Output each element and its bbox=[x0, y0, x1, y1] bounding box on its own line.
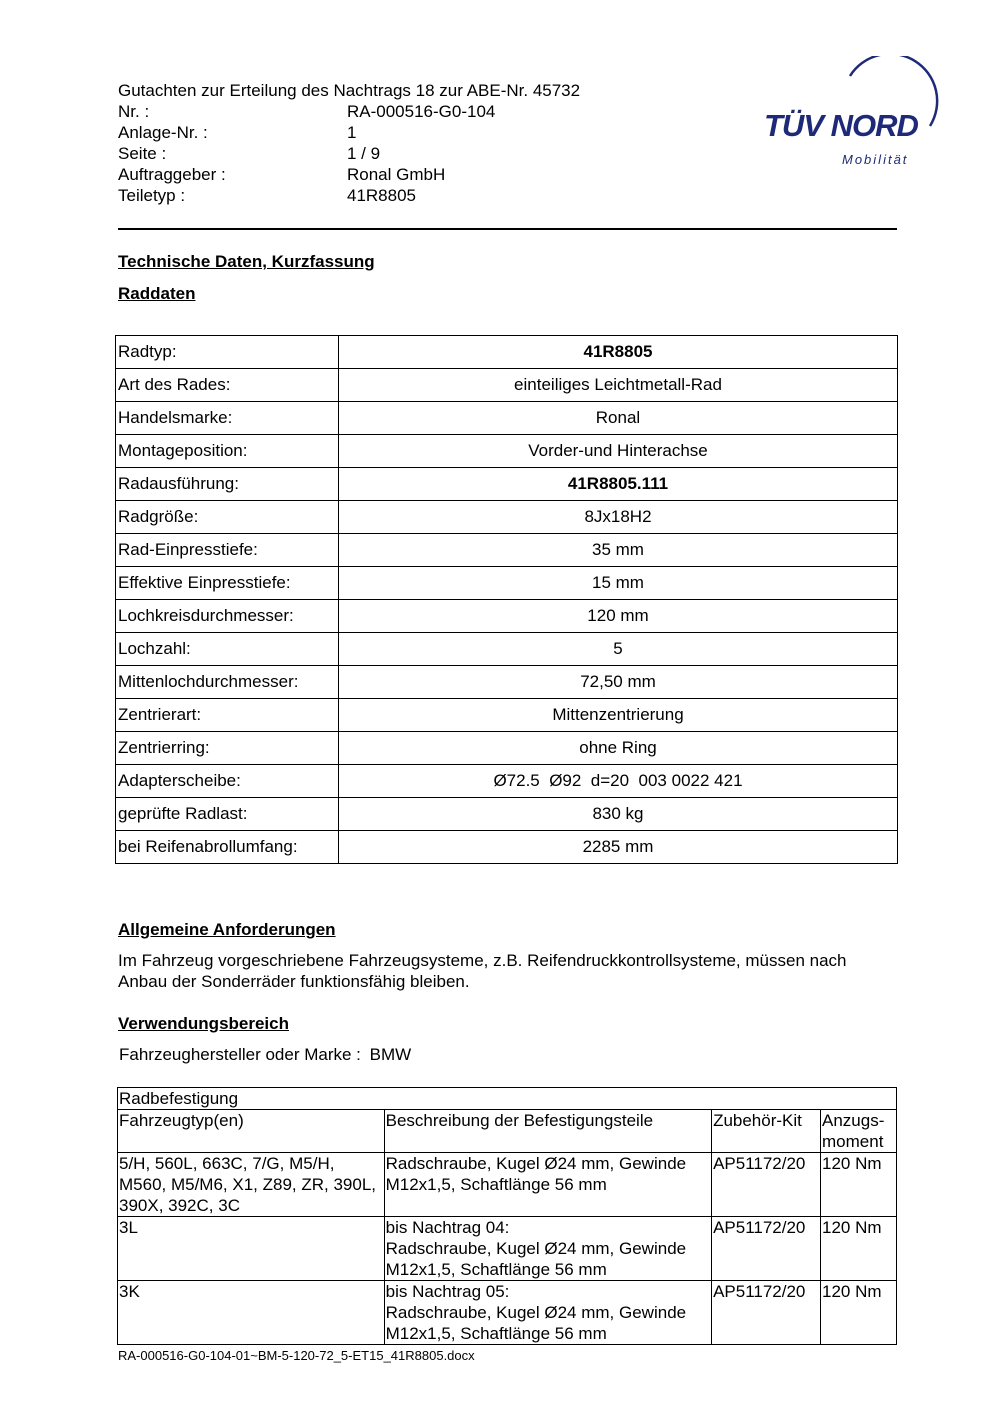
fastening-description: Radschraube, Kugel Ø24 mm, Gewinde M12x1,5, Schaftlänge 56 mm bbox=[384, 1153, 711, 1217]
description-prefix: bis Nachtrag 04: bbox=[385, 1218, 510, 1237]
header-label: Nr. : bbox=[118, 102, 150, 121]
table-row bbox=[118, 1153, 897, 1217]
radbefestigung-title: Radbefestigung bbox=[118, 1088, 897, 1110]
torque: 120 Nm bbox=[821, 1281, 897, 1345]
section-title: Technische Daten, Kurzfassung bbox=[118, 252, 375, 271]
raddaten-value: 72,50 mm bbox=[339, 666, 898, 699]
raddaten-table bbox=[115, 335, 898, 864]
raddaten-label: Radgröße: bbox=[116, 501, 339, 534]
logo-sub: Mobilität bbox=[842, 152, 909, 167]
verwendung-title: Verwendungsbereich bbox=[118, 1014, 289, 1033]
accessory-kit: AP51172/20 bbox=[712, 1217, 821, 1281]
header-value: 1 / 9 bbox=[347, 144, 381, 163]
table-row bbox=[116, 600, 898, 633]
raddaten-value: 41R8805 bbox=[339, 336, 898, 369]
table-row bbox=[118, 1217, 897, 1281]
table-row bbox=[116, 666, 898, 699]
vehicle-types: 3L bbox=[118, 1217, 385, 1281]
table-row bbox=[116, 501, 898, 534]
column-header: Anzugs-moment bbox=[821, 1110, 897, 1153]
tuev-nord-logo bbox=[762, 56, 942, 176]
table-row bbox=[116, 468, 898, 501]
raddaten-value: 35 mm bbox=[339, 534, 898, 567]
raddaten-label: Zentrierart: bbox=[116, 699, 339, 732]
raddaten-label: Radtyp: bbox=[116, 336, 339, 369]
table-row bbox=[118, 1281, 897, 1345]
fastening-description-cell bbox=[384, 1281, 711, 1345]
header-row bbox=[118, 122, 580, 143]
vehicle-types: 3K bbox=[118, 1281, 385, 1345]
torque: 120 Nm bbox=[821, 1217, 897, 1281]
header-value: 1 bbox=[347, 123, 357, 142]
header-value: RA-000516-G0-104 bbox=[347, 102, 496, 121]
raddaten-value: 2285 mm bbox=[339, 831, 898, 864]
description-prefix: bis Nachtrag 05: bbox=[385, 1282, 510, 1301]
table-row bbox=[116, 831, 898, 864]
raddaten-value: 8Jx18H2 bbox=[339, 501, 898, 534]
raddaten-value: Vorder-und Hinterachse bbox=[339, 435, 898, 468]
raddaten-value: Mittenzentrierung bbox=[339, 699, 898, 732]
header-row bbox=[118, 185, 580, 206]
raddaten-label: Rad-Einpresstiefe: bbox=[116, 534, 339, 567]
table-row bbox=[116, 699, 898, 732]
raddaten-value: ohne Ring bbox=[339, 732, 898, 765]
table-row bbox=[116, 633, 898, 666]
raddaten-label: Mittenlochdurchmesser: bbox=[116, 666, 339, 699]
maker-label: Fahrzeughersteller oder Marke : bbox=[119, 1045, 361, 1064]
raddaten-value: 15 mm bbox=[339, 567, 898, 600]
fastening-description: Radschraube, Kugel Ø24 mm, Gewinde M12x1,5, Schaftlänge 56 mm bbox=[385, 1239, 687, 1279]
header-label: Seite : bbox=[118, 144, 167, 163]
raddaten-value: Ø72.5 Ø92 d=20 003 0022 421 bbox=[339, 765, 898, 798]
column-header: Beschreibung der Befestigungsteile bbox=[384, 1110, 711, 1153]
header-row bbox=[118, 164, 580, 185]
table-row bbox=[116, 369, 898, 402]
header-label: Auftraggeber : bbox=[118, 165, 226, 184]
fastening-description-cell bbox=[384, 1217, 711, 1281]
raddaten-label: Lochkreisdurchmesser: bbox=[116, 600, 339, 633]
header-value: Ronal GmbH bbox=[347, 165, 446, 184]
header-label: Teiletyp : bbox=[118, 186, 186, 205]
table-row bbox=[116, 336, 898, 369]
allgemein-title: Allgemeine Anforderungen bbox=[118, 920, 336, 939]
radbefestigung-table bbox=[117, 1087, 897, 1345]
header-label: Anlage-Nr. : bbox=[118, 123, 208, 142]
header-row bbox=[118, 101, 580, 122]
maker-value: BMW bbox=[369, 1045, 412, 1064]
raddaten-title: Raddaten bbox=[118, 284, 196, 303]
header-row bbox=[118, 143, 580, 164]
raddaten-label: Art des Rades: bbox=[116, 369, 339, 402]
table-row bbox=[116, 732, 898, 765]
logo-brand: TÜV NORD bbox=[764, 108, 918, 143]
raddaten-label: Zentrierring: bbox=[116, 732, 339, 765]
document-header bbox=[118, 80, 580, 206]
table-row bbox=[116, 435, 898, 468]
table-row bbox=[116, 798, 898, 831]
raddaten-value: Ronal bbox=[339, 402, 898, 435]
raddaten-label: Adapterscheibe: bbox=[116, 765, 339, 798]
raddaten-value: 830 kg bbox=[339, 798, 898, 831]
raddaten-value: 41R8805.111 bbox=[339, 468, 898, 501]
raddaten-label: Effektive Einpresstiefe: bbox=[116, 567, 339, 600]
raddaten-value: 5 bbox=[339, 633, 898, 666]
header-divider bbox=[118, 228, 897, 230]
raddaten-label: geprüfte Radlast: bbox=[116, 798, 339, 831]
allgemein-text: Im Fahrzeug vorgeschriebene Fahrzeugsysteme, z.B. Reifendruckkontrollsysteme, müssen nach Anbau der Sonderräder funktionsfähig bleiben. bbox=[118, 951, 847, 991]
column-header: Fahrzeugtyp(en) bbox=[118, 1110, 385, 1153]
table-header-row bbox=[118, 1110, 897, 1153]
raddaten-value: einteiliges Leichtmetall-Rad bbox=[339, 369, 898, 402]
accessory-kit: AP51172/20 bbox=[712, 1281, 821, 1345]
table-row bbox=[116, 534, 898, 567]
maker-line bbox=[119, 1045, 411, 1065]
raddaten-label: Lochzahl: bbox=[116, 633, 339, 666]
accessory-kit: AP51172/20 bbox=[712, 1153, 821, 1217]
raddaten-label: Handelsmarke: bbox=[116, 402, 339, 435]
header-value: 41R8805 bbox=[347, 186, 417, 205]
raddaten-label: Montageposition: bbox=[116, 435, 339, 468]
vehicle-types: 5/H, 560L, 663C, 7/G, M5/H, M560, M5/M6, X1, Z89, ZR, 390L, 390X, 392C, 3C bbox=[118, 1153, 385, 1217]
torque: 120 Nm bbox=[821, 1153, 897, 1217]
raddaten-value: 120 mm bbox=[339, 600, 898, 633]
table-row bbox=[116, 765, 898, 798]
column-header: Zubehör-Kit bbox=[712, 1110, 821, 1153]
table-row bbox=[116, 402, 898, 435]
table-row bbox=[116, 567, 898, 600]
fastening-description: Radschraube, Kugel Ø24 mm, Gewinde M12x1,5, Schaftlänge 56 mm bbox=[385, 1303, 687, 1343]
table-title-row bbox=[118, 1088, 897, 1110]
raddaten-label: Radausführung: bbox=[116, 468, 339, 501]
raddaten-label: bei Reifenabrollumfang: bbox=[116, 831, 339, 864]
document-title: Gutachten zur Erteilung des Nachtrags 18 zur ABE-Nr. 45732 bbox=[118, 81, 581, 100]
footer-filename: RA-000516-G0-104-01~BM-5-120-72_5-ET15_41R8805.docx bbox=[118, 1348, 475, 1363]
